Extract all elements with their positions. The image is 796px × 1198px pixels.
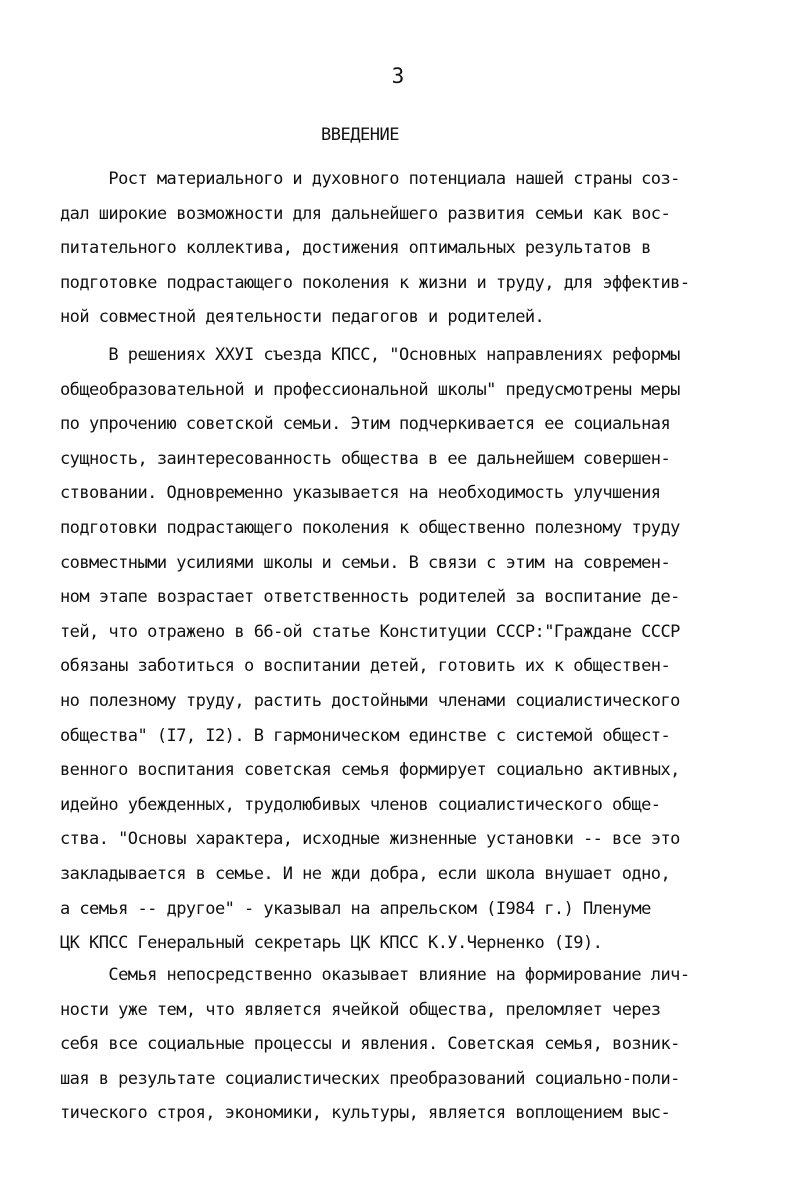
text-line: общества" (I7, I2). В гармоническом единстве с системой общест- bbox=[60, 725, 671, 746]
text-line: ном этапе возрастает ответственность родителей за воспитание де- bbox=[60, 587, 680, 608]
text-line: идейно убежденных, трудолюбивых членов социалистического обще- bbox=[60, 794, 661, 815]
paragraph-2 bbox=[60, 338, 740, 961]
text-line: совместными усилиями школы и семьи. В связи с этим на современ- bbox=[60, 552, 671, 573]
text-line: дал широкие возможности для дальнейшего развития семьи как вос- bbox=[60, 203, 671, 224]
text-line: питательного коллектива, достижения оптимальных результатов в bbox=[60, 238, 651, 259]
text-line: венного воспитания советская семья формирует социально активных, bbox=[60, 760, 680, 781]
page-title: ВВЕДЕНИЕ bbox=[321, 125, 399, 145]
text-line: подготовки подрастающего поколения к общественно полезному труду bbox=[60, 517, 680, 538]
text-line: Семья непосредственно оказывает влияние на формирование лич- bbox=[60, 965, 690, 985]
text-line: подготовке подрастающего поколения к жизни и труду, для эффектив- bbox=[60, 272, 690, 293]
text-line: по упрочению советской семьи. Этим подчеркивается ее социальная bbox=[60, 414, 671, 435]
text-line: ности уже тем, что является ячейкой общества, преломляет через bbox=[60, 999, 661, 1020]
text-line: ной совместной деятельности педагогов и родителей. bbox=[60, 307, 545, 328]
text-line: обязаны заботиться о воспитании детей, готовить их к обществен- bbox=[60, 656, 671, 677]
paragraph-1 bbox=[60, 162, 740, 335]
text-line: общеобразовательной и профессиональной школы" предусмотрены меры bbox=[60, 379, 680, 400]
text-line: но полезному труду, растить достойными членами социалистического bbox=[60, 690, 680, 711]
text-line: Рост материального и духовного потенциала нашей страны соз- bbox=[60, 169, 680, 189]
text-line: шая в результате социалистических преобразований социально-поли- bbox=[60, 1068, 680, 1089]
text-line: тей, что отражено в 66-ой статье Конституции СССР:"Граждане СССР bbox=[60, 621, 680, 642]
text-line: а семья -- другое" - указывал на апрельском (I984 г.) Пленуме bbox=[60, 898, 651, 919]
text-line: ствовании. Одновременно указывается на необходимость улучшения bbox=[60, 483, 661, 504]
page-number: 3 bbox=[391, 64, 405, 88]
text-line: В решениях ХХУI съезда КПСС, "Основных направлениях реформы bbox=[60, 345, 680, 365]
text-line: сущность, заинтересованность общества в ее дальнейшем совершен- bbox=[60, 448, 671, 469]
text-line: закладывается в семье. И не жди добра, если школа внушает одно, bbox=[60, 863, 671, 884]
text-line: ства. "Основы характера, исходные жизненные установки -- все это bbox=[60, 829, 680, 850]
paragraph-3 bbox=[60, 958, 740, 1131]
text-line: себя все социальные процессы и явления. Советская семья, возник- bbox=[60, 1034, 680, 1055]
text-line: ЦК КПСС Генеральный секретарь ЦК КПСС К.У.Черненко (I9). bbox=[60, 933, 603, 954]
text-line: тического строя, экономики, культуры, является воплощением выс- bbox=[60, 1103, 671, 1124]
